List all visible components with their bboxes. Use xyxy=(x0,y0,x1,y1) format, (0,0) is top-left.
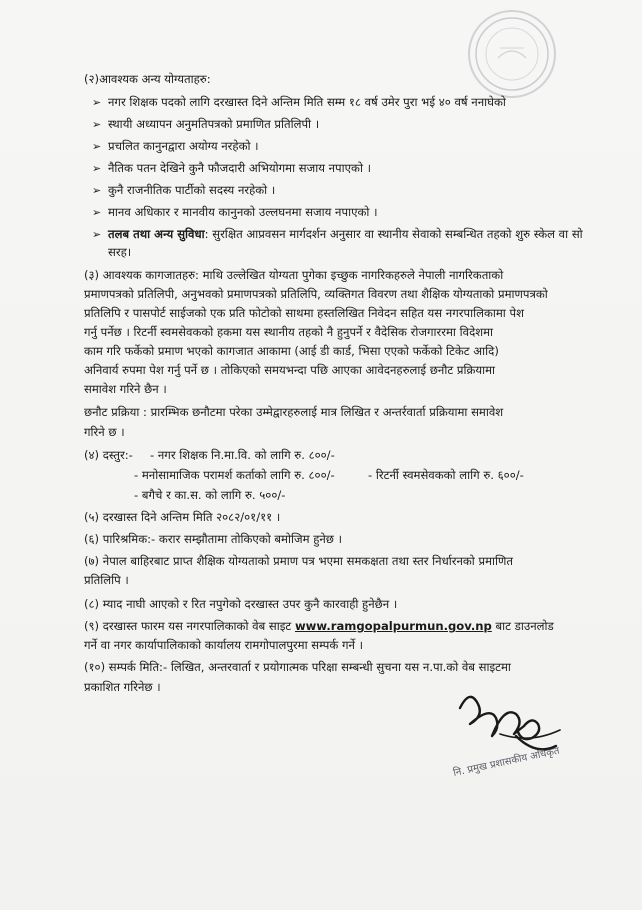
fees-label: (४) दस्तुर:- xyxy=(84,448,133,462)
salary-line xyxy=(108,227,583,242)
section-3-line: अनिवार्य रुपमा पेश गर्नु पर्ने छ । तोकिएको समयभन्दा पछि आएका आवेदनहरुलाई छनौट प्रक्रियामा xyxy=(84,363,496,377)
section-3-line: गर्नु पर्नेछ । रिटर्नी स्वमसेवकको हकमा यस स्थानीय तहको नै हुनुपर्ने र वैदेसिक रोजगाररमा विदेशमा xyxy=(84,325,494,339)
office-seal-stamp xyxy=(468,10,556,98)
remuneration-item: (६) पारिश्रमिक:- करार सम्झौतामा तोकिएको बमोजिम हुनेछ । xyxy=(84,532,342,546)
signature-image xyxy=(440,672,600,792)
deadline-item: (५) दरखास्त दिने अन्तिम मिति २०८२/०१/११ । xyxy=(84,510,281,524)
arrow-bullet-icon: ➢ xyxy=(92,162,102,175)
arrow-bullet-icon: ➢ xyxy=(92,140,102,153)
contact-item-2: प्रकाशित गरिनेछ । xyxy=(84,680,161,694)
section-3-line: काम गरि फर्केको प्रमाण भएको कागजात आकामा (आई डी कार्ड, भिसा एएको फर्केको टिकेट आदि) xyxy=(84,344,499,358)
late-application-item: (८) म्याद नाघी आएको र रित नपुगेको दरखास्त उपर कुनै कारवाही हुनेछैन । xyxy=(84,597,398,611)
foreign-qualification-item-2: प्रतिलिपि । xyxy=(84,573,129,587)
signature-caption: नि. प्रमुख प्रशासकीय अधिकृत xyxy=(452,745,561,779)
arrow-bullet-icon: ➢ xyxy=(92,96,102,109)
arrow-bullet-icon: ➢ xyxy=(92,228,102,241)
fee-item: - नगर शिक्षक नि.मा.वि. को लागि रु. ८००/- xyxy=(150,448,335,462)
website-link[interactable]: www.ramgopalpurmun.gov.np xyxy=(294,619,492,633)
fee-item: - रिटर्नी स्वमसेवकको लागि रु. ६००/- xyxy=(368,468,524,482)
application-form-text: (९) दरखास्त फारम यस नगरपालिकाको वेब साइट xyxy=(84,619,295,633)
application-form-item-2: गर्ने वा नगर कार्यापालिकाको कार्यालय रामगोपालपुरमा सम्पर्क गर्ने । xyxy=(84,638,364,652)
salary-line-2: सरह। xyxy=(108,245,132,259)
qualification-item: नैतिक पतन देखिने कुनै फौजदारी अभियोगमा सजाय नपाएको । xyxy=(108,161,372,175)
qualification-item: मानव अधिकार र मानवीय कानुनको उल्लघनमा सजाय नपाएको । xyxy=(108,205,378,219)
foreign-qualification-item: (७) नेपाल बाहिरबाट प्राप्त शैक्षिक योग्यताको प्रमाण पत्र भएमा समकक्षता तथा स्तर निर्धारनको प्रमाणित xyxy=(84,554,514,568)
qualification-item: स्थायी अध्यापन अनुमतिपत्रको प्रमाणित प्रतिलिपी । xyxy=(108,117,320,131)
section-3-line: (३) आवश्यक कागजातहरु: माथि उल्लेखित योग्यता पुगेका इच्छुक नागरिकहरुले नेपाली नागरिकताको xyxy=(84,268,504,282)
selection-process-line-2: गरिने छ । xyxy=(84,425,125,439)
section-3-line: प्रमाणपत्रको प्रतिलिपी, अनुभवको प्रमाणपत्रको प्रतिलिपि, व्यक्तिगत विवरण तथा शैक्षिक योग्यताको प्रमाणपत्रको xyxy=(84,287,548,301)
qualification-item: प्रचलित कानुनद्वारा अयोग्य नरहेको । xyxy=(108,139,259,153)
salary-text: : सुरक्षित आप्रवसन मार्गदर्शन अनुसार वा स्थानीय सेवाको सम्बन्धित तहको शुरु स्केल वा सो xyxy=(204,227,583,241)
qualification-item: कुनै राजनीतिक पार्टीको सदस्य नरहेको । xyxy=(108,183,276,197)
selection-process-line: छनौट प्रक्रिया : प्रारम्भिक छनौटमा परेका उम्मेद्वारहरुलाई मात्र लिखित र अन्तर्रवार्ता प्रक्रियामा समावेश xyxy=(84,405,504,419)
application-form-text-end: बाट डाउनलोड xyxy=(491,619,554,633)
section-3-line: प्रतिलिपि र पासपोर्ट साईजको एक प्रति फोटोको साथमा हस्तलिखित निवेदन सहित यस नगरपालिकामा पेश xyxy=(84,306,524,320)
section-3-line: समावेश गरिने छैन । xyxy=(84,382,167,396)
salary-label: तलब तथा अन्य सुविधा xyxy=(108,227,205,241)
arrow-bullet-icon: ➢ xyxy=(92,184,102,197)
contact-item: (१०) सम्पर्क मिति:- लिखित, अन्तरवार्ता र प्रयोगात्मक परिक्षा सम्बन्धी सुचना यस न.पा.को वेब साइटमा xyxy=(84,660,511,674)
application-form-item xyxy=(84,619,554,634)
fee-item: - मनोसामाजिक परामर्श कर्ताको लागि रु. ८००/- xyxy=(134,468,335,482)
arrow-bullet-icon: ➢ xyxy=(92,118,102,131)
arrow-bullet-icon: ➢ xyxy=(92,206,102,219)
qualification-item: नगर शिक्षक पदको लागि दरखास्त दिने अन्तिम मिति सम्म १८ वर्ष उमेर पुरा भई ४० वर्ष ननाघेको xyxy=(108,95,506,109)
section-2-heading: (२)आवश्यक अन्य योग्यताहरु: xyxy=(84,72,211,86)
fee-item: - बगैचे र का.स. को लागि रु. ५००/- xyxy=(134,488,286,502)
